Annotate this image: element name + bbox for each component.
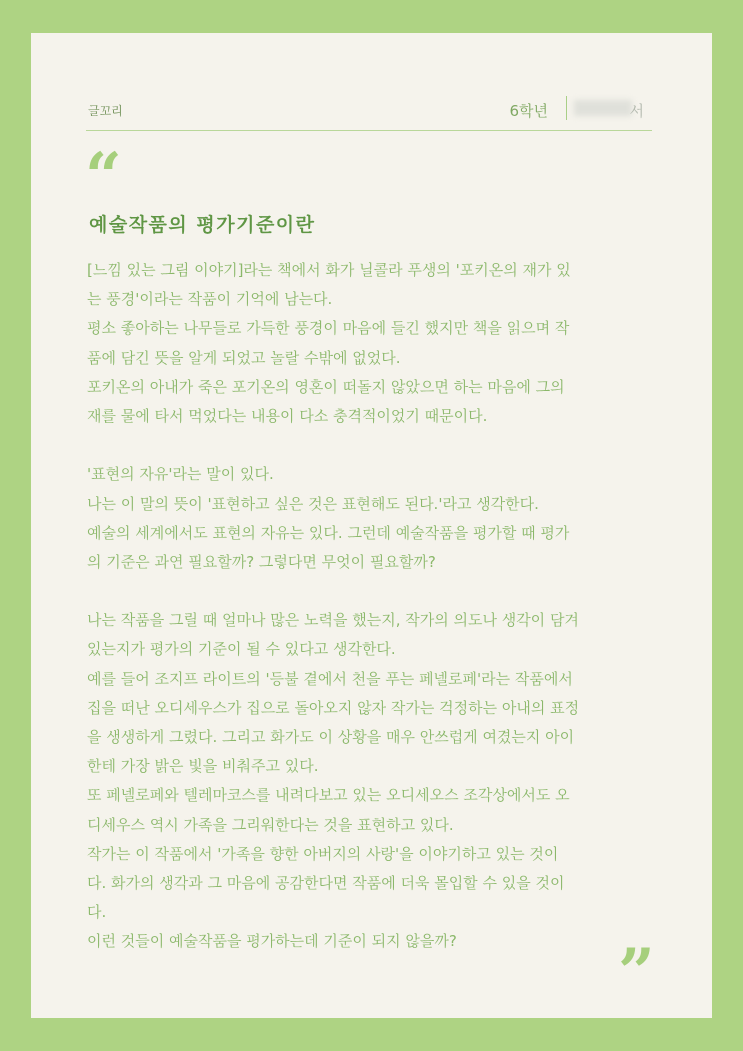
body-line: 을 생생하게 그렸다. 그리고 화가도 이 상황을 매우 안쓰럽게 여겼는지 아이 xyxy=(87,728,575,746)
open-quote-icon: “ xyxy=(85,139,122,214)
body-line xyxy=(87,577,697,606)
header xyxy=(86,33,652,131)
body-line: [느낌 있는 그림 이야기]라는 책에서 화가 닐콜라 푸생의 '포키온의 재가 있 xyxy=(87,261,571,279)
body-line: 평소 좋아하는 나무들로 가득한 풍경이 마음에 들긴 했지만 책을 읽으며 작 xyxy=(87,319,570,338)
article-title: 예술작품의 평가기준이란 xyxy=(89,214,316,236)
body-line: 다. xyxy=(87,903,107,922)
body-line: 다. 화가의 생각과 그 마음에 공감한다면 작품에 더욱 몰입할 수 있을 것이 xyxy=(87,873,565,892)
body-line: 예술의 세계에서도 표현의 자유는 있다. 그런데 예술작품을 평가할 때 평가 xyxy=(87,523,570,542)
body-line: 나는 이 말의 뜻이 '표현하고 싶은 것은 표현해도 된다.'라고 생각한다. xyxy=(87,494,539,513)
grade-label: 6학년 xyxy=(509,102,548,120)
author-name-blurred xyxy=(574,96,644,120)
body-line: 품에 담긴 뜻을 알게 되었고 놀랄 수밖에 없었다. xyxy=(87,348,401,367)
body-line xyxy=(87,431,697,460)
body-line: 디세우스 역시 가족을 그리워한다는 것을 표현하고 있다. xyxy=(87,815,454,834)
author-suffix: 서 xyxy=(629,102,644,120)
body-line: 있는지가 평가의 기준이 될 수 있다고 생각한다. xyxy=(87,640,396,659)
article-body xyxy=(87,256,697,957)
body-line: 재를 물에 타서 먹었다는 내용이 다소 충격적이었기 때문이다. xyxy=(87,406,488,425)
body-line: '표현의 자유'라는 말이 있다. xyxy=(87,465,274,484)
body-line: 작가는 이 작품에서 '가족을 향한 아버지의 사랑'을 이야기하고 있는 것이 xyxy=(87,844,559,863)
header-divider xyxy=(566,96,568,120)
blurred-name xyxy=(574,100,632,116)
body-line: 집을 떠난 오디세우스가 집으로 돌아오지 않자 작가는 걱정하는 아내의 표정 xyxy=(87,698,580,717)
body-line: 나는 작품을 그릴 때 얼마나 많은 노력을 했는지, 작가의 의도나 생각이 담겨 xyxy=(87,611,579,630)
body-line: 포키온의 아내가 죽은 포기온의 영혼이 떠돌지 않았으면 하는 마음에 그의 xyxy=(87,377,565,396)
body-line: 예를 들어 조지프 라이트의 '등불 곁에서 천을 푸는 페넬로페'라는 작품에서 xyxy=(87,669,573,688)
body-line: 는 풍경'이라는 작품이 기억에 남는다. xyxy=(87,290,333,309)
body-line: 또 페넬로페와 텔레마코스를 내려다보고 있는 오디세오스 조각상에서도 오 xyxy=(87,786,570,805)
body-line: 이런 것들이 예술작품을 평가하는데 기준이 되지 않을까? xyxy=(87,932,457,951)
body-line: 한테 가장 밝은 빛을 비춰주고 있다. xyxy=(87,757,319,776)
body-line: 의 기준은 과연 필요할까? 그렇다면 무엇이 필요할까? xyxy=(87,552,436,571)
brand-label: 글꼬리 xyxy=(88,104,123,118)
close-quote-icon: ” xyxy=(618,935,655,1010)
paper-card xyxy=(31,33,712,1018)
